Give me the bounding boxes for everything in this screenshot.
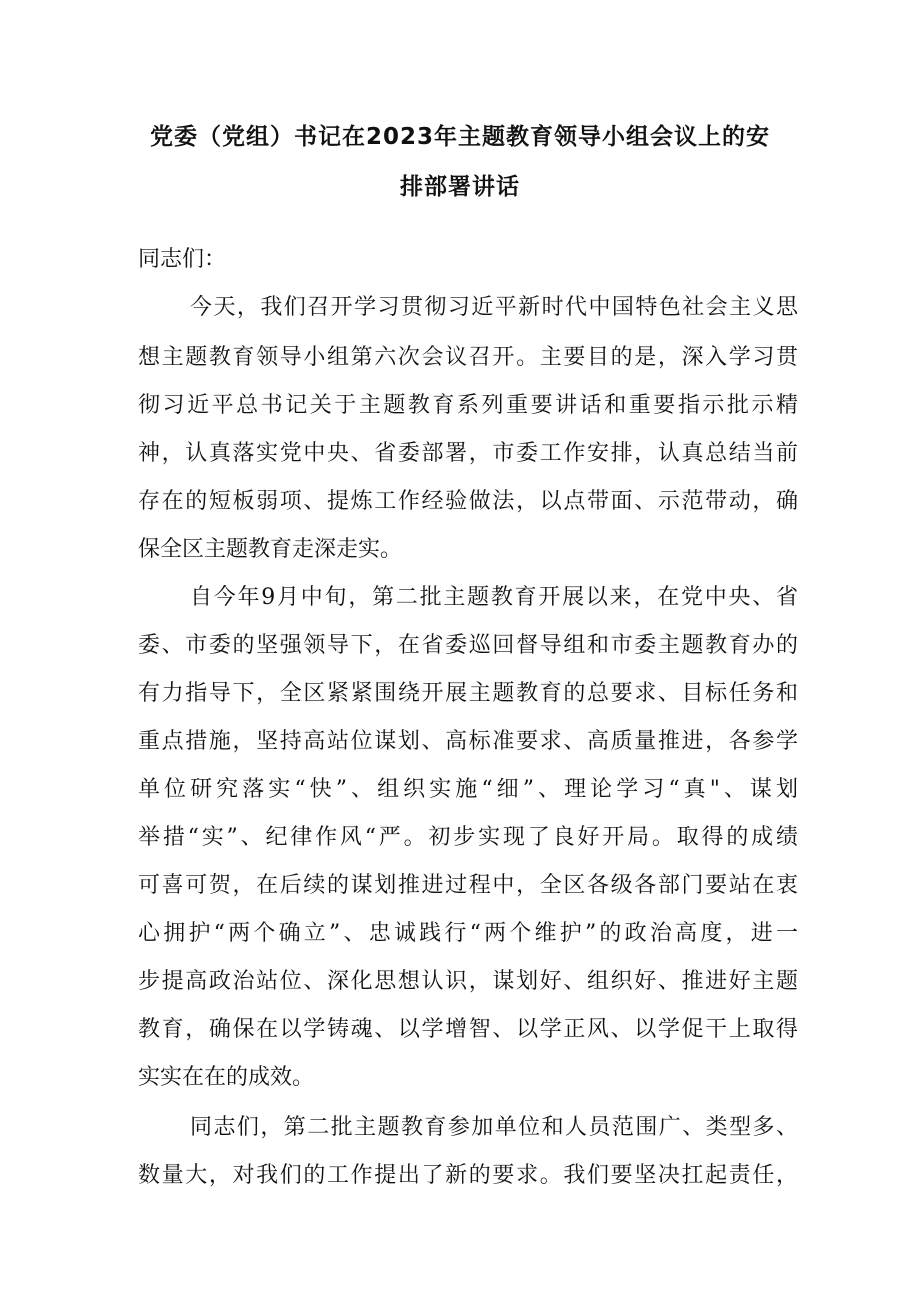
- paragraph-2-line-6: 举措“实”、纪律作风“严。初步实现了良好开局。取得的成绩: [138, 825, 798, 850]
- paragraph-1-line-5: 存在的短板弱项、提炼工作经验做法，以点带面、示范带动，确: [138, 489, 798, 514]
- paragraph-2-line-11: 实实在在的成效。: [138, 1065, 315, 1090]
- paragraph-2-line-5: 单位研究落实“快”、组织实施“细”、理论学习“真"、谋划: [138, 777, 798, 802]
- document-title-line-2: 排部署讲话: [400, 174, 520, 200]
- document-title-line-1: 党委（党组）书记在2023年主题教育领导小组会议上的安: [149, 124, 770, 150]
- paragraph-1-line-2: 想主题教育领导小组第六次会议召开。主要目的是，深入学习贯: [138, 345, 798, 370]
- paragraph-2-line-9: 步提高政治站位、深化思想认识，谋划好、组织好、推进好主题: [138, 969, 798, 994]
- paragraph-2-line-8: 心拥护“两个确立”、忠诚践行“两个维护”的政治高度，进一: [138, 921, 798, 946]
- paragraph-3-line-2: 数量大，对我们的工作提出了新的要求。我们要坚决扛起责任，: [138, 1163, 798, 1188]
- paragraph-2-line-10: 教育，确保在以学铸魂、以学增智、以学正风、以学促干上取得: [138, 1017, 798, 1042]
- paragraph-1-line-3: 彻习近平总书记关于主题教育系列重要讲话和重要指示批示精: [138, 393, 798, 418]
- paragraph-2-line-2: 委、市委的坚强领导下，在省委巡回督导组和市委主题教育办的: [138, 633, 798, 658]
- salutation: 同志们：: [138, 247, 227, 272]
- paragraph-1-line-1: 今天，我们召开学习贯彻习近平新时代中国特色社会主义思: [190, 295, 798, 320]
- paragraph-1-line-6: 保全区主题教育走深走实。: [138, 537, 403, 562]
- paragraph-2-line-7: 可喜可贺，在后续的谋划推进过程中，全区各级各部门要站在衷: [138, 873, 798, 898]
- paragraph-2-line-1: 自今年9月中旬，第二批主题教育开展以来，在党中央、省: [190, 585, 798, 610]
- paragraph-2-line-4: 重点措施，坚持高站位谋划、高标准要求、高质量推进，各参学: [138, 729, 798, 754]
- paragraph-1-line-4: 神，认真落实党中央、省委部署，市委工作安排，认真总结当前: [138, 441, 798, 466]
- paragraph-3-line-1: 同志们，第二批主题教育参加单位和人员范围广、类型多、: [190, 1115, 798, 1140]
- paragraph-2-line-3: 有力指导下，全区紧紧围绕开展主题教育的总要求、目标任务和: [138, 681, 798, 706]
